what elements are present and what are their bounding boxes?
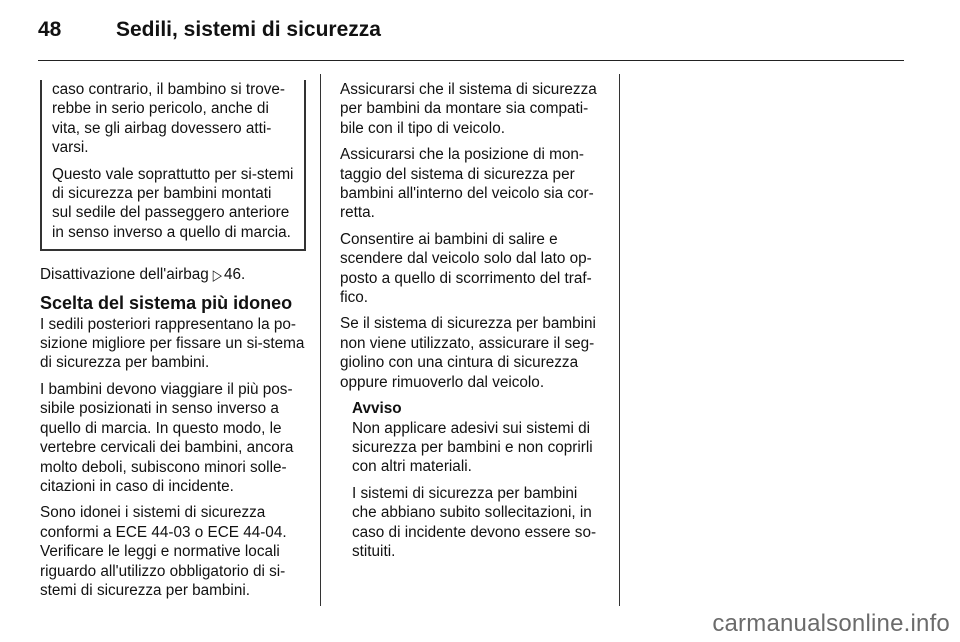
body-paragraph: Se il sistema di sicurezza per bambini non viene utilizzato, assicurare il seg-giolino con una cintura di sicurezza oppure rimuoverlo dal veicolo.: [340, 315, 596, 391]
body-paragraph: Sono idonei i sistemi di sicurezza conformi a ECE 44-03 o ECE 44-04. Verificare le leggi e normative locali riguardo all'utilizzo obbligatorio di si-stemi di sicurezza per bambini.: [40, 504, 287, 599]
warning-box: [40, 80, 306, 251]
notice-box: [352, 399, 606, 561]
section-title: Scelta del sistema più idoneo: [40, 292, 293, 313]
page-number: 48: [38, 18, 62, 41]
column-1: [40, 80, 306, 607]
column-2: [340, 80, 606, 568]
page-header: [38, 18, 381, 42]
column-divider-2: [619, 74, 620, 606]
notice-paragraph: Non applicare adesivi sui sistemi di sicurezza per bambini e non coprirli con altri materiali.: [352, 419, 593, 476]
airbag-reference: [40, 265, 306, 285]
body-paragraph: I sedili posteriori rappresentano la po-sizione migliore per fissare un si-stema di sicurezza per bambini.: [40, 315, 305, 372]
header-rule: [38, 60, 904, 61]
watermark: carmanualsonline.info: [712, 610, 950, 637]
warning-paragraph: caso contrario, il bambino si trove-rebbe in serio pericolo, anche di vita, se gli airbag dovessero atti-varsi.: [52, 81, 285, 157]
body-paragraph: Assicurarsi che il sistema di sicurezza per bambini da montare sia compati-bile con il tipo di veicolo.: [340, 81, 597, 137]
notice-paragraph: I sistemi di sicurezza per bambini che abbiano subito sollecitazioni, in caso di incidente devono essere so-stituiti.: [352, 484, 597, 560]
page-reference-arrow-icon: ▷: [212, 266, 222, 284]
body-paragraph: Consentire ai bambini di salire e scendere dal veicolo solo dal lato op-posto a quello di scorrimento del traf-fico.: [340, 230, 592, 307]
body-paragraph: I bambini devono viaggiare il più pos-sibile posizionati in senso inverso a quello di marcia. In questo modo, le vertebre cervicali dei bambini, ancora molto deboli, subiscono minori solle-citazioni in caso di incidente.: [40, 380, 294, 495]
warning-paragraph: Questo vale soprattutto per si-stemi di sicurezza per bambini montati sul sedile del passeggero anteriore in senso inverso a quello di marcia.: [52, 165, 294, 241]
column-divider-1: [320, 74, 321, 606]
notice-title: Avviso: [352, 400, 402, 418]
page-title: Sedili, sistemi di sicurezza: [116, 18, 381, 41]
airbag-reference-text: Disattivazione dell'airbag: [40, 266, 209, 284]
body-paragraph: Assicurarsi che la posizione di mon-taggio del sistema di sicurezza per bambini all'interno del veicolo sia cor-retta.: [340, 146, 594, 222]
airbag-reference-link[interactable]: 46.: [223, 266, 246, 284]
